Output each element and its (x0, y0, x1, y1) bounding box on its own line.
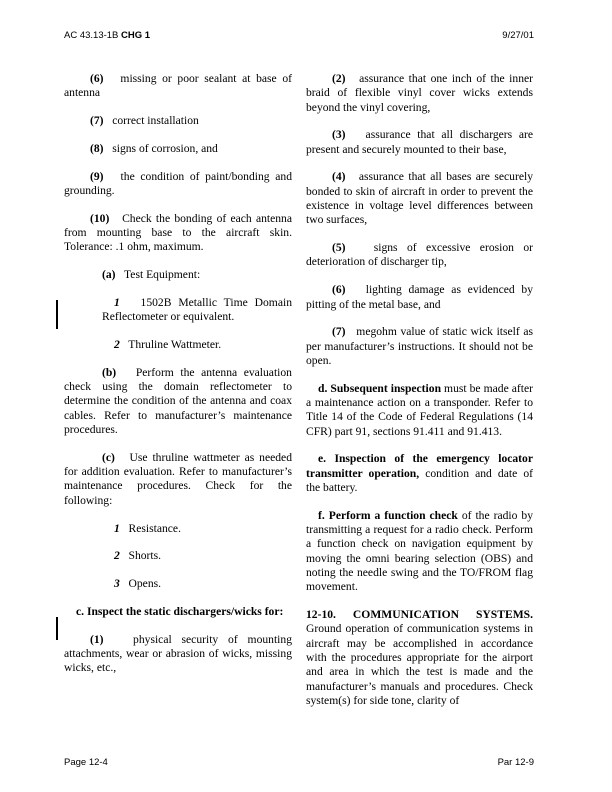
item-number: (7) (332, 325, 346, 339)
left-column (64, 72, 292, 689)
item-text: signs of corrosion, and (112, 141, 218, 155)
item-b (64, 366, 292, 437)
section-text: condition and date of the battery. (306, 466, 533, 495)
doc-id: AC 43.13-1B (64, 30, 119, 41)
paragraph-heading: 12-10. COMMUNICATION SYSTEMS. (306, 608, 533, 622)
item-number: (1) (90, 632, 104, 646)
item-number: (c) (102, 450, 115, 464)
section-heading: e. Inspection of the emergency locator transmitter operation, (306, 452, 533, 480)
static-item-5 (306, 241, 533, 270)
item-text: assurance that one inch of the inner braid of flexible vinyl cover wicks extends beyond the vinyl covering, (306, 72, 533, 114)
item-a1 (64, 296, 292, 325)
item-number: 3 (114, 577, 120, 591)
change-bar (56, 300, 58, 329)
item-number: (6) (90, 72, 104, 85)
item-c1 (64, 522, 292, 536)
item-number: 2 (114, 549, 120, 563)
item-text: assurance that all dischargers are present and securely mounted to their base, (306, 128, 533, 156)
item-number: (3) (332, 128, 346, 142)
paragraph-12-10 (306, 608, 533, 708)
item-text: physical security of mounting attachments, wear or abrasion of wicks, missing wicks, etc., (64, 632, 292, 675)
section-c-heading: c. Inspect the static dischargers/wicks for: (76, 604, 284, 618)
item-number: 2 (114, 338, 120, 352)
section-heading: f. Perform a function check (318, 508, 458, 522)
footer-page-number: Page 12-4 (64, 757, 108, 768)
item-text: megohm value of static wick itself as per manufacturer’s instructions. It should not be open. (306, 325, 533, 367)
item-8 (64, 142, 292, 156)
item-number: (10) (90, 211, 110, 225)
section-f (306, 509, 533, 595)
item-text: signs of excessive erosion or deterioration of discharger tip, (306, 241, 533, 269)
item-number: 1 (114, 295, 120, 309)
item-text: correct installation (112, 114, 199, 128)
item-text: 1502B Metallic Time Domain Reflectometer or equivalent. (102, 295, 292, 324)
item-number: (2) (332, 72, 346, 85)
item-text: Test Equipment: (124, 268, 201, 282)
static-item-7 (306, 325, 533, 368)
page-header-date: 9/27/01 (502, 30, 534, 41)
static-item-2 (306, 72, 533, 115)
static-item-6 (306, 283, 533, 312)
section-heading: d. Subsequent inspection (318, 381, 442, 395)
item-c (64, 451, 292, 508)
section-e (306, 452, 533, 495)
section-d (306, 382, 533, 439)
change-bar (56, 617, 58, 640)
item-c3 (64, 577, 292, 591)
item-number: (7) (90, 114, 104, 128)
item-c2 (64, 549, 292, 563)
item-number: (8) (90, 141, 104, 155)
item-text: Opens. (128, 577, 162, 591)
item-text: Resistance. (128, 521, 181, 535)
item-text: Check the bonding of each antenna from mounting base to the aircraft skin. Tolerance: .1 ohm, maximum. (64, 211, 292, 254)
item-9 (64, 170, 292, 199)
paragraph-text: Ground operation of communication systems in aircraft may be accomplished in accordance with the procedures appropriate for the airport and area in which the test is made and the manufacturer’s manuals and procedures. Check system(s) for side tone, clarity of (306, 622, 533, 707)
item-number: (5) (332, 241, 346, 255)
item-10 (64, 212, 292, 255)
item-number: (4) (332, 170, 346, 184)
item-text: Perform the antenna evaluation check using the domain reflectometer to determine the condition of the antenna and coax cables. Refer to manufacturer’s maintenance procedures. (64, 365, 292, 437)
item-text: Thruline Wattmeter. (128, 338, 222, 352)
static-item-1 (64, 633, 292, 676)
item-a2 (64, 338, 292, 352)
static-item-3 (306, 128, 533, 157)
item-text: missing or poor sealant at base of antenna (64, 72, 292, 100)
item-a (64, 268, 292, 282)
item-number: (a) (102, 268, 116, 282)
footer-paragraph-ref: Par 12-9 (497, 757, 534, 768)
page-header-doc-id (64, 30, 150, 41)
item-text: lighting damage as evidenced by pitting of the metal base, and (306, 283, 533, 311)
static-item-4 (306, 170, 533, 227)
item-number: (9) (90, 169, 104, 183)
section-text: must be made after a maintenance action on a transponder. Refer to Title 14 of the Code of Federal Regulations (14 CFR) part 91, sections 91.411 and 91.413. (306, 381, 533, 438)
section-text: of the radio by transmitting a request for a radio check. Perform a function check on navigation equipment by moving the omni bearing selection (OBS) and noting the needle swing and the TO/FROM flag movement. (306, 508, 533, 594)
right-column (306, 72, 533, 722)
item-text: Shorts. (128, 549, 162, 563)
item-6 (64, 72, 292, 101)
item-text: the condition of paint/bonding and grounding. (64, 169, 292, 197)
item-number: (b) (102, 365, 117, 379)
item-7 (64, 114, 292, 128)
change-number: CHG 1 (121, 30, 151, 41)
item-number: 1 (114, 521, 120, 535)
item-text: assurance that all bases are securely bonded to skin of aircraft in order to prevent the existence in voltage level differences between two surfaces, (306, 170, 533, 227)
item-text: Use thruline wattmeter as needed for addition evaluation. Refer to manufacturer’s maintenance procedures. Check for the following: (64, 450, 292, 507)
item-number: (6) (332, 283, 346, 297)
